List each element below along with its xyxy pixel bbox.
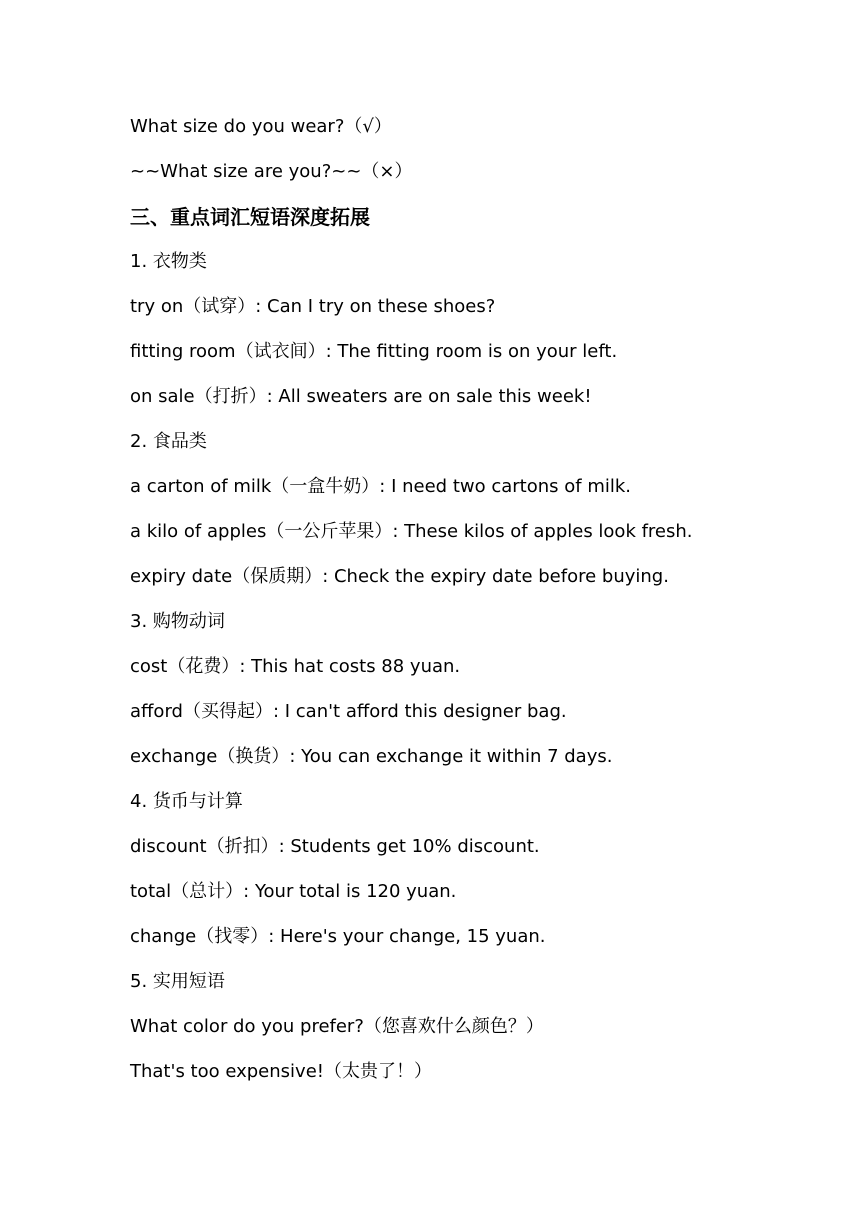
vocab-carton-of-milk: a carton of milk（一盒牛奶）: I need two cartons of milk. [130,476,632,497]
vocab-discount: discount（折扣）: Students get 10% discount. [130,836,540,857]
vocab-change: change（找零）: Here's your change, 15 yuan. [130,926,546,947]
document-page [130,112,810,1102]
phrase-color-prefer: What color do you prefer?（您喜欢什么颜色？） [130,1016,544,1037]
vocab-afford: afford（买得起）: I can't afford this designer bag. [130,701,567,722]
example-incorrect: ~~What size are you?~~（×） [130,161,413,182]
vocab-cost: cost（花费）: This hat costs 88 yuan. [130,656,461,677]
category-phrases: 5. 实用短语 [130,971,225,992]
category-shopping-verbs: 3. 购物动词 [130,611,225,632]
vocab-kilo-of-apples: a kilo of apples（一公斤苹果）: These kilos of apples look fresh. [130,521,693,542]
vocab-on-sale: on sale（打折）: All sweaters are on sale this week! [130,386,592,407]
category-food: 2. 食品类 [130,431,207,452]
section-heading: 三、重点词汇短语深度拓展 [130,205,370,229]
vocab-fitting-room: fitting room（试衣间）: The fitting room is on your left. [130,341,618,362]
category-clothing: 1. 衣物类 [130,251,207,272]
phrase-too-expensive: That's too expensive!（太贵了！） [130,1061,432,1082]
category-money: 4. 货币与计算 [130,791,243,812]
vocab-total: total（总计）: Your total is 120 yuan. [130,881,457,902]
vocab-exchange: exchange（换货）: You can exchange it within 7 days. [130,746,613,767]
example-correct: What size do you wear?（√） [130,116,392,137]
vocab-expiry-date: expiry date（保质期）: Check the expiry date before buying. [130,566,669,587]
vocab-try-on: try on（试穿）: Can I try on these shoes? [130,296,496,317]
